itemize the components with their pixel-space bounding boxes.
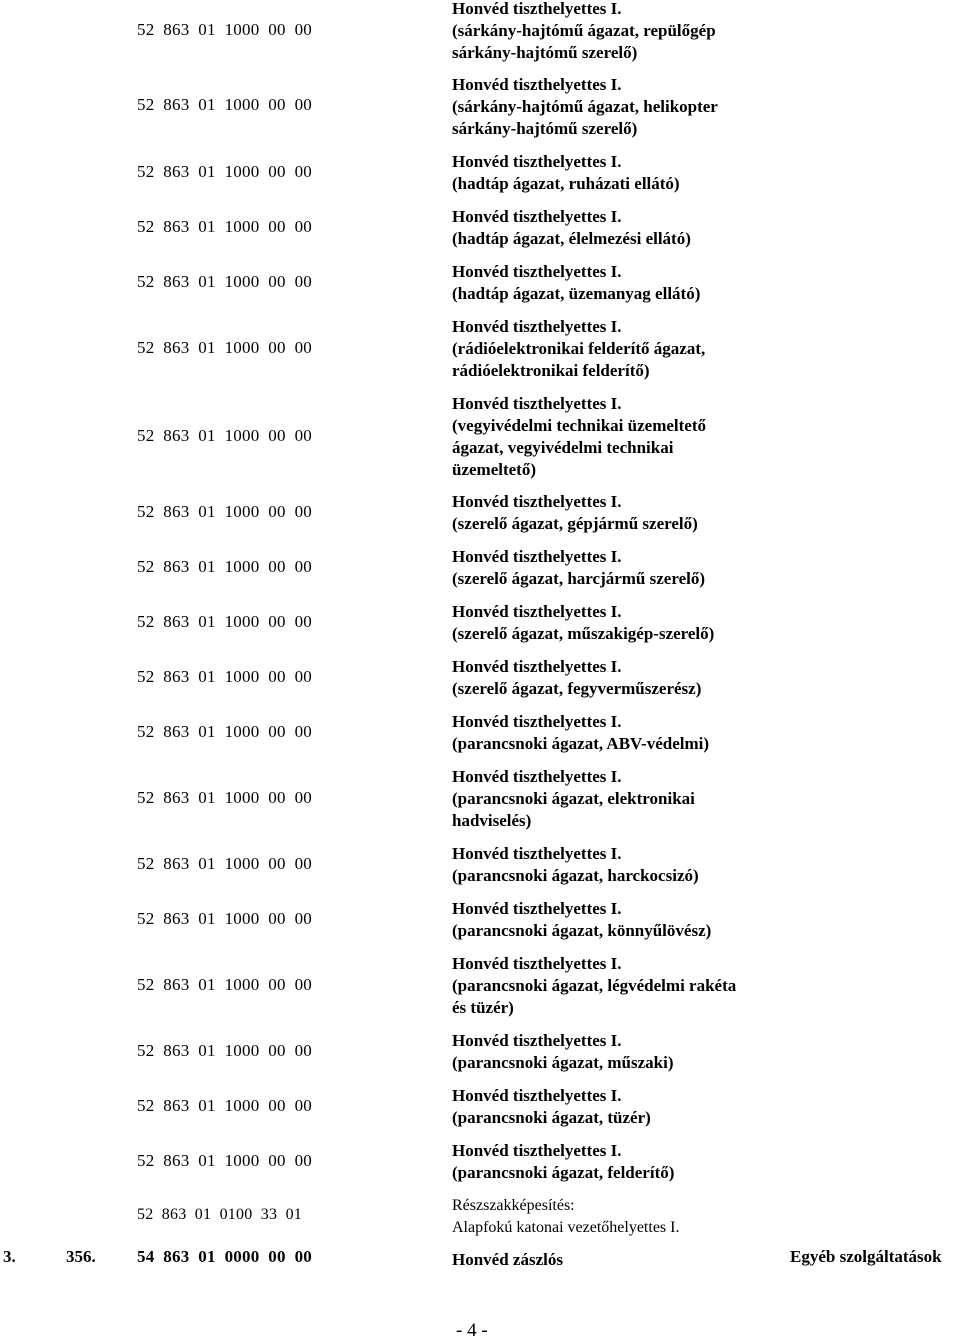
page-number: - 4 - xyxy=(456,1320,488,1341)
qualification-code: 52 863 01 1000 00 00 xyxy=(137,788,312,807)
qualification-description: Honvéd tiszthelyettes I. (parancsnoki ágazat, könnyűlövész) xyxy=(452,899,712,940)
item-number: 356. xyxy=(66,1247,96,1266)
qualification-code: 52 863 01 1000 00 00 xyxy=(137,854,312,873)
qualification-description: Honvéd tiszthelyettes I. (szerelő ágazat, műszakigép-szerelő) xyxy=(452,602,715,643)
row-number: 3. xyxy=(3,1247,16,1266)
qualification-code: 52 863 01 1000 00 00 xyxy=(137,1096,312,1115)
qualification-description: Honvéd tiszthelyettes I. (parancsnoki ágazat, tüzér) xyxy=(452,1086,651,1127)
qualification-description: Honvéd tiszthelyettes I. (parancsnoki ágazat, ABV-védelmi) xyxy=(452,712,710,753)
qualification-description: Honvéd tiszthelyettes I. (parancsnoki ágazat, harckocsizó) xyxy=(452,844,699,885)
qualification-description: Honvéd tiszthelyettes I. (parancsnoki ágazat, felderítő) xyxy=(452,1141,675,1182)
qualification-code: 52 863 01 1000 00 00 xyxy=(137,1041,312,1060)
qualification-code: 52 863 01 1000 00 00 xyxy=(137,272,312,291)
qualification-code: 52 863 01 1000 00 00 xyxy=(137,95,312,114)
qualification-description: Honvéd tiszthelyettes I. (rádióelektronikai felderítő ágazat, rádióelektronikai felderítő) xyxy=(452,317,706,380)
qualification-code: 52 863 01 1000 00 00 xyxy=(137,722,312,741)
qualification-code: 52 863 01 1000 00 00 xyxy=(137,975,312,994)
qualification-code: 52 863 01 1000 00 00 xyxy=(137,217,312,236)
qualification-description: Honvéd tiszthelyettes I. (parancsnoki ágazat, légvédelmi rakéta és tüzér) xyxy=(452,954,737,1017)
qualification-description: Honvéd tiszthelyettes I. (vegyivédelmi technikai üzemeltető ágazat, vegyivédelmi technikai üzemeltető) xyxy=(452,394,706,479)
qualification-description: Honvéd tiszthelyettes I. (sárkány-hajtómű ágazat, repülőgép sárkány-hajtómű szerelő) xyxy=(452,0,716,62)
qualification-title: Honvéd zászlós xyxy=(452,1250,563,1269)
qualification-description: Honvéd tiszthelyettes I. (sárkány-hajtómű ágazat, helikopter sárkány-hajtómű szerelő) xyxy=(452,75,718,138)
qualification-code: 52 863 01 1000 00 00 xyxy=(137,612,312,631)
qualification-code: 52 863 01 1000 00 00 xyxy=(137,338,312,357)
economic-sector: Egyéb szolgáltatások xyxy=(790,1247,942,1266)
qualification-code: 52 863 01 1000 00 00 xyxy=(137,1151,312,1170)
qualification-description: Honvéd tiszthelyettes I. (hadtáp ágazat, élelmezési ellátó) xyxy=(452,207,691,248)
qualification-code: 52 863 01 1000 00 00 xyxy=(137,426,312,445)
qualification-description: Honvéd tiszthelyettes I. (szerelő ágazat, gépjármű szerelő) xyxy=(452,492,698,533)
qualification-description: Honvéd tiszthelyettes I. (parancsnoki ágazat, műszaki) xyxy=(452,1031,674,1072)
qualification-code: 52 863 01 1000 00 00 xyxy=(137,909,312,928)
qualification-description: Honvéd tiszthelyettes I. (szerelő ágazat, fegyverműszerész) xyxy=(452,657,702,698)
qualification-description: Honvéd tiszthelyettes I. (hadtáp ágazat, üzemanyag ellátó) xyxy=(452,262,701,303)
qualification-description: Honvéd tiszthelyettes I. (hadtáp ágazat, ruházati ellátó) xyxy=(452,152,680,193)
qualification-code: 54 863 01 0000 00 00 xyxy=(137,1247,312,1266)
qualification-code: 52 863 01 1000 00 00 xyxy=(137,502,312,521)
qualification-description: Honvéd tiszthelyettes I. (parancsnoki ágazat, elektronikai hadviselés) xyxy=(452,767,695,830)
partial-qualification-code: 52 863 01 0100 33 01 xyxy=(137,1206,302,1223)
qualification-code: 52 863 01 1000 00 00 xyxy=(137,557,312,576)
qualification-code: 52 863 01 1000 00 00 xyxy=(137,667,312,686)
qualification-description: Honvéd tiszthelyettes I. (szerelő ágazat, harcjármű szerelő) xyxy=(452,547,706,588)
qualification-code: 52 863 01 1000 00 00 xyxy=(137,20,312,39)
partial-qualification-description: Részszakképesítés: Alapfokú katonai vezetőhelyettes I. xyxy=(452,1197,680,1236)
qualification-code: 52 863 01 1000 00 00 xyxy=(137,162,312,181)
